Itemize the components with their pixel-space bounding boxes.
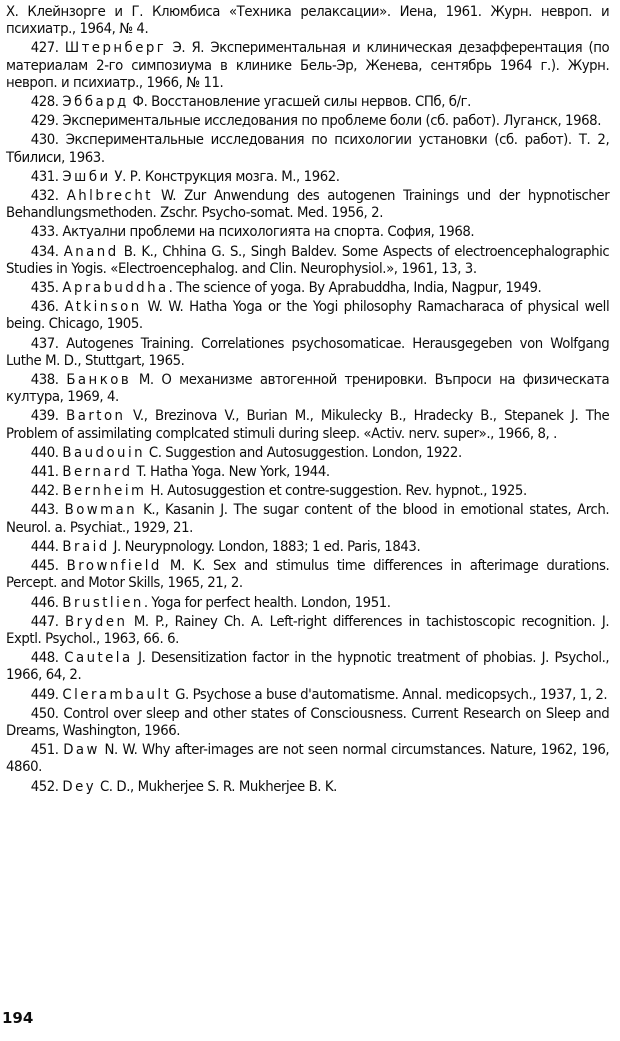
entry-number: 435. (30, 280, 59, 297)
entry-author: Brustlien (62, 594, 144, 611)
reference-entry (6, 94, 609, 111)
reference-entry (6, 614, 609, 648)
entry-number: 446. (30, 594, 59, 611)
entry-author: Atkinson (64, 299, 142, 316)
entry-number: 429. (30, 113, 59, 130)
entry-number: 444. (30, 538, 59, 555)
reference-entry (6, 113, 609, 130)
entry-number: 448. (30, 650, 59, 667)
entry-text: T. Hatha Yoga. New York, 1944. (136, 464, 330, 481)
entry-text: G. Psychose a buse d'automatisme. Annal. medicopsych., 1937, 1, 2. (175, 686, 608, 703)
reference-entry (6, 483, 609, 500)
entry-number: 447. (30, 613, 59, 630)
entry-author: Dey (62, 778, 97, 795)
reference-entry (6, 4, 609, 38)
reference-entry (6, 188, 609, 222)
entry-author: Baudouin (62, 444, 146, 461)
entry-number: 450. (30, 705, 59, 722)
reference-entry (6, 464, 609, 481)
entry-text: У. Р. Конструкция мозга. М., 1962. (114, 168, 340, 185)
entry-number: 439. (30, 408, 59, 425)
entry-text: H. Autosuggestion et contre-suggestion. Rev. hypnot., 1925. (150, 483, 527, 500)
entry-text: W. Zur Anwendung des autogenen Trainings und der hypnotischer Behandlungsmethoden. Zschr. Psycho-somat. Med. 1956, 2. (6, 188, 610, 222)
reference-entry (6, 742, 609, 776)
entry-text: K., Kasanin J. The sugar content of the blood in emotional states, Arch. Neurol. a. Psychiat., 1929, 21. (6, 502, 610, 536)
reference-entry (6, 558, 609, 592)
entry-author: Bernard (62, 464, 133, 481)
reference-entry (6, 650, 609, 684)
entry-text: Экспериментальные исследования по психологии установки (сб. работ). Т. 2, Тбилиси, 1963. (6, 132, 610, 166)
entry-text: W. W. Hatha Yoga or the Yogi philosophy Ramacharaca of physical well being. Chicago, 1905. (6, 299, 610, 333)
reference-entry (6, 408, 609, 442)
reference-entry (6, 706, 609, 740)
entry-author: Штернберг (64, 40, 167, 57)
entry-text: N. W. Why after-images are not seen normal circumstances. Nature, 1962, 196, 4860. (6, 742, 610, 776)
entry-author: Cautela (64, 650, 133, 667)
entry-author: Clerambault (62, 686, 172, 703)
entry-author: Эшби (62, 168, 111, 185)
entry-text: Х. Клейнзорге и Г. Клюмбиса «Техника релаксации». Иена, 1961. Журн. невроп. и психиатр., 1964, № 4. (6, 4, 610, 38)
entry-text: M. K. Sex and stimulus time differences in afterimage durations. Percept. and Motor Skills, 1965, 21, 2. (6, 558, 610, 592)
reference-entry (6, 779, 609, 796)
reference-entry (6, 372, 609, 406)
entry-author: Ahlbrecht (66, 188, 153, 205)
entry-author: Daw (63, 742, 100, 759)
entry-number: 434. (30, 243, 59, 260)
entry-text: J. Desensitization factor in the hypnotic treatment of phobias. J. Psychol., 1966, 64, 2. (6, 650, 610, 684)
entry-number: 427. (30, 40, 59, 57)
entry-text: Актуални проблеми на психологията на спорта. София, 1968. (62, 224, 475, 241)
entry-text: C. Suggestion and Autosuggestion. London, 1922. (148, 444, 462, 461)
entry-text: . The science of yoga. By Aprabuddha, India, Nagpur, 1949. (168, 280, 542, 297)
entry-number: 441. (30, 464, 59, 481)
entry-number: 436. (30, 299, 59, 316)
entry-author: Bryden (65, 613, 128, 630)
entry-author: Эббард (62, 94, 129, 111)
entry-text: V., Brezinova V., Burian M., Mikulecky B., Hradecky B., Stepanek J. The Problem of assimilating complcated stimuli during sleep. «Activ. nerv. super»., 1966, 8, . (6, 408, 610, 442)
entry-number: 433. (30, 224, 59, 241)
reference-entry (6, 224, 609, 241)
entry-text: B. K., Chhina G. S., Singh Baldev. Some Aspects of electroencephalographic Studies in Yogis. «Electroencephalog. and Clin. Neurophysiol.», 1961, 13, 3. (6, 243, 610, 277)
entry-text: J. Neurypnology. London, 1883; 1 ed. Paris, 1843. (113, 538, 421, 555)
entry-number: 452. (30, 778, 59, 795)
entry-number: 430. (30, 132, 59, 149)
reference-list (6, 4, 609, 796)
entry-number: 437. (30, 335, 59, 352)
entry-text: . Yoga for perfect health. London, 1951. (143, 594, 391, 611)
reference-entry (6, 132, 609, 166)
entry-author: Barton (66, 408, 126, 425)
entry-text: Экспериментальные исследования по проблеме боли (сб. работ). Луганск, 1968. (62, 113, 601, 130)
entry-number: 440. (30, 444, 59, 461)
entry-number: 449. (30, 686, 59, 703)
entry-text: C. D., Mukherjee S. R. Mukherjee B. K. (99, 778, 337, 795)
entry-number: 432. (30, 188, 59, 205)
entry-number: 445. (30, 558, 59, 575)
reference-entry (6, 445, 609, 462)
reference-entry (6, 502, 609, 536)
entry-text: M. P., Rainey Ch. A. Left-right differences in tachistoscopic recognition. J. Exptl. Psychol., 1963, 66. 6. (6, 613, 610, 647)
reference-entry (6, 40, 609, 92)
entry-text: М. О механизме автогенной тренировки. Въпроси на физическата култура, 1969, 4. (6, 372, 610, 406)
entry-number: 451. (30, 742, 59, 759)
entry-author: Aprabuddha (62, 280, 169, 297)
entry-author: Bernheim (62, 483, 147, 500)
page-number: 194 (2, 1009, 34, 1027)
entry-author: Anand (63, 243, 119, 260)
reference-entry (6, 244, 609, 278)
entry-text: Control over sleep and other states of Consciousness. Current Research on Sleep and Dreams, Washington, 1966. (6, 705, 610, 739)
entry-number: 443. (30, 502, 59, 519)
reference-entry (6, 539, 609, 556)
entry-text: Ф. Восстановление угасшей силы нервов. СПб, б/г. (132, 94, 471, 111)
entry-text: Э. Я. Экспериментальная и клиническая дезафферентация (по материалам 2-го симпозиума в клинике Бель-Эр, Женева, сентябрь 1964 г.). Журн. невроп. и психиатр., 1966, № 11. (6, 40, 610, 91)
reference-entry (6, 169, 609, 186)
entry-author: Braid (62, 538, 110, 555)
reference-entry (6, 595, 609, 612)
reference-entry (6, 687, 609, 704)
entry-number: 431. (30, 168, 59, 185)
reference-entry (6, 336, 609, 370)
entry-author: Brownfield (66, 558, 162, 575)
entry-author: Банков (66, 372, 132, 389)
entry-author: Bowman (64, 502, 138, 519)
reference-entry (6, 280, 609, 297)
entry-number: 438. (30, 372, 59, 389)
entry-text: Autogenes Training. Correlationes psychosomaticae. Herausgegeben von Wolfgang Luthe M. D., Stuttgart, 1965. (6, 335, 610, 369)
entry-number: 442. (30, 483, 59, 500)
reference-entry (6, 299, 609, 333)
entry-number: 428. (30, 94, 59, 111)
